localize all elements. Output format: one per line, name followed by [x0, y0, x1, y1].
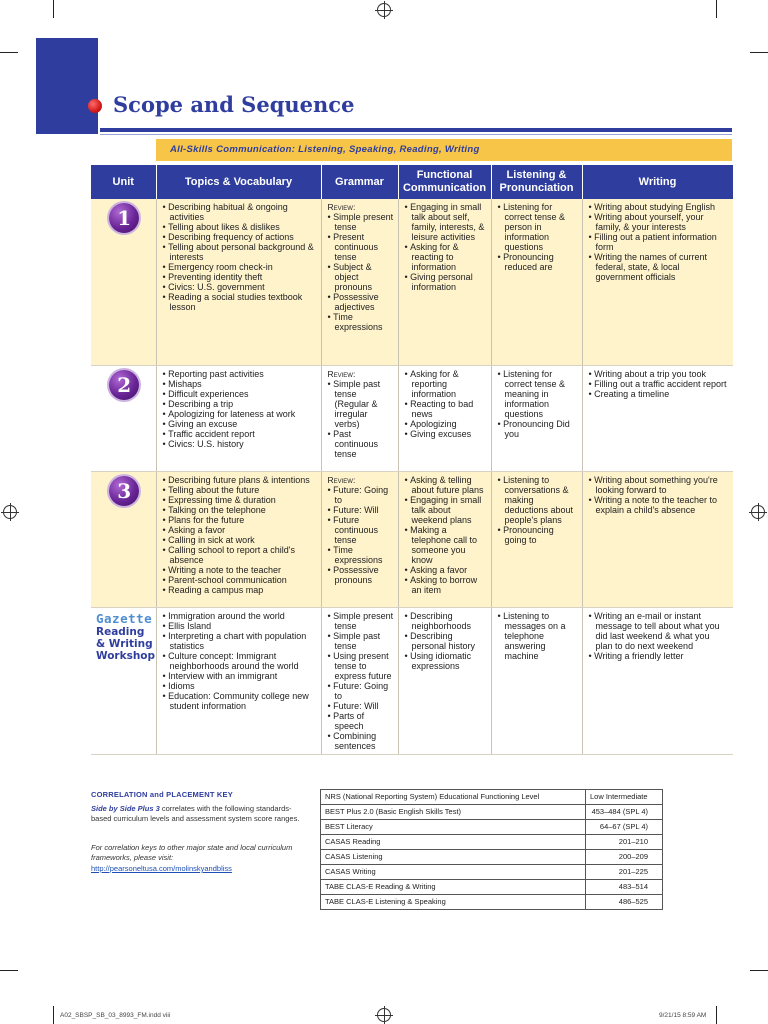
- list-item: • Writing a friendly letter: [589, 651, 730, 661]
- gazette-label: Gazette: [96, 610, 153, 626]
- list-item: • Present continuous tense: [328, 232, 394, 262]
- crop-mark: [53, 0, 54, 18]
- functional-cell: [398, 607, 491, 754]
- column-header: Grammar: [321, 165, 398, 199]
- crop-mark: [750, 970, 768, 971]
- book-title: Side by Side Plus 3: [91, 804, 160, 813]
- list-item: • Civics: U.S. history: [163, 439, 317, 449]
- list-item: • Combining sentences: [328, 731, 394, 751]
- list-item: • Giving personal information: [405, 272, 487, 292]
- page-title: Scope and Sequence: [113, 92, 355, 117]
- list-item: • Engaging in small talk about self, family, interests, & leisure activities: [405, 202, 487, 242]
- list-item: • Future: Will: [328, 701, 394, 711]
- list-item: • Describing habitual & ongoing activities: [163, 202, 317, 222]
- list-item: • Parent-school communication: [163, 575, 317, 585]
- crop-mark: [716, 0, 717, 18]
- footer-file-info: A02_SBSP_SB_03_8993_FM.indd viii: [60, 1012, 171, 1019]
- list-item: • Asking a favor: [163, 525, 317, 535]
- unit-number-badge: 2: [109, 370, 139, 400]
- column-header: Listening & Pronunciation: [491, 165, 582, 199]
- list-item: • Civics: U.S. government: [163, 282, 317, 292]
- assessment-value: 201–225: [586, 865, 663, 880]
- list-item: • Asking for & reacting to information: [405, 242, 487, 272]
- list-item: • Interpreting a chart with population statistics: [163, 631, 317, 651]
- list-item: • Pronouncing reduced are: [498, 252, 578, 272]
- grammar-cell: [321, 607, 398, 754]
- list-item: • Emergency room check-in: [163, 262, 317, 272]
- list-item: • Calling school to report a child's absence: [163, 545, 317, 565]
- crop-mark: [0, 970, 18, 971]
- unit-number-badge: 3: [109, 476, 139, 506]
- correlation-link[interactable]: http://pearsonelt​usa.com/molinskyandbliss: [91, 864, 232, 873]
- assessment-label: BEST Plus 2.0 (Basic English Skills Test): [321, 805, 586, 820]
- assessment-value: 486–525: [586, 895, 663, 910]
- list-item: • Calling in sick at work: [163, 535, 317, 545]
- list-item: • Future continuous tense: [328, 515, 394, 545]
- list-item: • Telling about likes & dislikes: [163, 222, 317, 232]
- list-item: • Writing the names of current federal, state, & local government officials: [589, 252, 730, 282]
- gazette-cell: [91, 607, 156, 754]
- list-item: • Time expressions: [328, 545, 394, 565]
- functional-cell: [398, 365, 491, 471]
- list-item: • Filling out a traffic accident report: [589, 379, 730, 389]
- list-item: • Writing a note to the teacher to explain a child's absence: [589, 495, 730, 515]
- list-item: • Making a telephone call to someone you know: [405, 525, 487, 565]
- review-label: Review:: [327, 202, 356, 212]
- topics-cell: [156, 365, 321, 471]
- crop-mark: [0, 52, 18, 53]
- list-item: • Listening for correct tense & person in information questions: [498, 202, 578, 252]
- column-header: Unit: [91, 165, 156, 199]
- skills-banner: All-Skills Communication: Listening, Speaking, Reading, Writing: [156, 139, 732, 161]
- list-item: • Writing about something you're looking forward to: [589, 475, 730, 495]
- assessment-label: NRS (National Reporting System) Educational Functioning Level: [321, 790, 586, 805]
- list-item: • Simple past tense: [328, 631, 394, 651]
- table-header-row: [91, 165, 733, 199]
- listening-cell: [491, 199, 582, 365]
- correlation-text: [91, 804, 309, 824]
- scope-table: [91, 165, 734, 755]
- grammar-cell: [321, 471, 398, 607]
- table-row: [91, 607, 733, 754]
- list-item: • Parts of speech: [328, 711, 394, 731]
- table-row: [91, 199, 733, 365]
- table-row: [91, 471, 733, 607]
- list-item: • Future: Will: [328, 505, 394, 515]
- listening-cell: [491, 471, 582, 607]
- functional-cell: [398, 199, 491, 365]
- list-item: • Asking to borrow an item: [405, 575, 487, 595]
- list-item: • Writing an e-mail or instant message to tell about what you did last weekend & what you plan to do next weekend: [589, 611, 730, 651]
- list-item: • Interview with an immigrant: [163, 671, 317, 681]
- crop-mark: [716, 1006, 717, 1024]
- list-item: • Telling about personal background & interests: [163, 242, 317, 262]
- list-item: • Future: Going to: [328, 485, 394, 505]
- list-item: • Simple present tense: [328, 212, 394, 232]
- list-item: • Writing about studying English: [589, 202, 730, 212]
- assessment-value: 201–210: [586, 835, 663, 850]
- table-row: [321, 820, 663, 835]
- list-item: • Asking & telling about future plans: [405, 475, 487, 495]
- topics-cell: [156, 471, 321, 607]
- list-item: • Traffic accident report: [163, 429, 317, 439]
- table-row: [321, 850, 663, 865]
- list-item: • Difficult experiences: [163, 389, 317, 399]
- list-item: • Apologizing: [405, 419, 487, 429]
- review-label: Review:: [327, 474, 356, 485]
- list-item: • Using present tense to express future: [328, 651, 394, 681]
- registration-mark-icon: [377, 1008, 391, 1022]
- unit-number-badge: 1: [109, 203, 139, 233]
- footer-date: 9/21/15 8:59 AM: [659, 1012, 707, 1019]
- functional-cell: [398, 471, 491, 607]
- list-item: • Asking a favor: [405, 565, 487, 575]
- list-item: • Using idiomatic expressions: [405, 651, 487, 671]
- topics-cell: [156, 199, 321, 365]
- assessment-label: TABE CLAS-E Listening & Speaking: [321, 895, 586, 910]
- table-row: [321, 865, 663, 880]
- crop-mark: [53, 1006, 54, 1024]
- review-label: Review:: [327, 368, 356, 379]
- grammar-cell: [321, 365, 398, 471]
- assessment-label: TABE CLAS-E Reading & Writing: [321, 880, 586, 895]
- list-item: • Asking for & reporting information: [405, 369, 487, 399]
- writing-cell: [582, 471, 733, 607]
- assessment-value: 200–209: [586, 850, 663, 865]
- list-item: • Future: Going to: [328, 681, 394, 701]
- title-rule-thin: [100, 134, 732, 135]
- list-item: • Education: Community college new student information: [163, 691, 317, 711]
- correlation-title: CORRELATION and PLACEMENT KEY: [91, 790, 233, 799]
- list-item: • Giving an excuse: [163, 419, 317, 429]
- title-rule: [100, 128, 732, 132]
- list-item: • Idioms: [163, 681, 317, 691]
- list-item: • Creating a timeline: [589, 389, 730, 399]
- list-item: • Writing about yourself, your family, & your interests: [589, 212, 730, 232]
- list-item: • Apologizing for lateness at work: [163, 409, 317, 419]
- correlation-note: For correlation keys to other major state and local curriculum frameworks, please visit:: [91, 843, 293, 862]
- correlation-description: correlates with the following standards-based curriculum levels and assessment system score ranges.: [91, 804, 300, 823]
- unit-cell: [91, 471, 156, 607]
- table-row: [321, 895, 663, 910]
- column-header: Topics & Vocabulary: [156, 165, 321, 199]
- list-item: • Describing personal history: [405, 631, 487, 651]
- list-item: • Past continuous tense: [328, 429, 394, 459]
- list-item: • Possessive adjectives: [328, 292, 394, 312]
- list-item: • Subject & object pronouns: [328, 262, 394, 292]
- list-item: • Reporting past activities: [163, 369, 317, 379]
- correlation-table: [320, 789, 663, 910]
- list-item: • Pronouncing Did you: [498, 419, 578, 439]
- list-item: • Writing a note to the teacher: [163, 565, 317, 575]
- unit-cell: [91, 365, 156, 471]
- table-row: [321, 805, 663, 820]
- list-item: • Culture concept: Immigrant neighborhoods around the world: [163, 651, 317, 671]
- list-item: • Filling out a patient information form: [589, 232, 730, 252]
- column-header: Functional Communication: [398, 165, 491, 199]
- table-row: [321, 880, 663, 895]
- bullet-dot-icon: [88, 99, 102, 113]
- assessment-label: CASAS Listening: [321, 850, 586, 865]
- writing-cell: [582, 365, 733, 471]
- table-row: [321, 835, 663, 850]
- list-item: • Listening for correct tense & meaning in information questions: [498, 369, 578, 419]
- list-item: • Listening to messages on a telephone answering machine: [498, 611, 578, 661]
- grammar-cell: [321, 199, 398, 365]
- list-item: • Describing future plans & intentions: [163, 475, 317, 485]
- assessment-label: CASAS Reading: [321, 835, 586, 850]
- list-item: • Immigration around the world: [163, 611, 317, 621]
- list-item: • Describing a trip: [163, 399, 317, 409]
- list-item: • Ellis Island: [163, 621, 317, 631]
- list-item: • Engaging in small talk about weekend plans: [405, 495, 487, 525]
- topics-cell: [156, 607, 321, 754]
- list-item: • Plans for the future: [163, 515, 317, 525]
- header-color-block: [36, 38, 98, 134]
- list-item: • Reacting to bad news: [405, 399, 487, 419]
- registration-mark-icon: [3, 505, 17, 519]
- list-item: • Pronouncing going to: [498, 525, 578, 545]
- assessment-value: 453–484 (SPL 4): [586, 805, 663, 820]
- list-item: • Time expressions: [328, 312, 394, 332]
- assessment-label: BEST Literacy: [321, 820, 586, 835]
- registration-mark-icon: [377, 3, 391, 17]
- assessment-value: 483–514: [586, 880, 663, 895]
- listening-cell: [491, 607, 582, 754]
- registration-mark-icon: [751, 505, 765, 519]
- assessment-value: Low Intermediate: [586, 790, 663, 805]
- list-item: • Giving excuses: [405, 429, 487, 439]
- column-header: Writing: [582, 165, 733, 199]
- table-row: [91, 365, 733, 471]
- list-item: • Preventing identity theft: [163, 272, 317, 282]
- list-item: • Reading a social studies textbook lesson: [163, 292, 317, 312]
- assessment-value: 64–67 (SPL 4): [586, 820, 663, 835]
- writing-cell: [582, 607, 733, 754]
- list-item: • Describing neighborhoods: [405, 611, 487, 631]
- writing-cell: [582, 199, 733, 365]
- crop-mark: [750, 52, 768, 53]
- list-item: • Possessive pronouns: [328, 565, 394, 585]
- list-item: • Mishaps: [163, 379, 317, 389]
- table-row: [321, 790, 663, 805]
- list-item: • Listening to conversations & making deductions about people's plans: [498, 475, 578, 525]
- listening-cell: [491, 365, 582, 471]
- list-item: • Describing frequency of actions: [163, 232, 317, 242]
- assessment-label: CASAS Writing: [321, 865, 586, 880]
- list-item: • Talking on the telephone: [163, 505, 317, 515]
- list-item: • Simple present tense: [328, 611, 394, 631]
- list-item: • Writing about a trip you took: [589, 369, 730, 379]
- list-item: • Reading a campus map: [163, 585, 317, 595]
- workshop-label: Reading & Writing Workshop: [96, 625, 156, 662]
- list-item: • Simple past tense (Regular & irregular verbs): [328, 379, 394, 429]
- list-item: • Telling about the future: [163, 485, 317, 495]
- unit-cell: [91, 199, 156, 365]
- list-item: • Expressing time & duration: [163, 495, 317, 505]
